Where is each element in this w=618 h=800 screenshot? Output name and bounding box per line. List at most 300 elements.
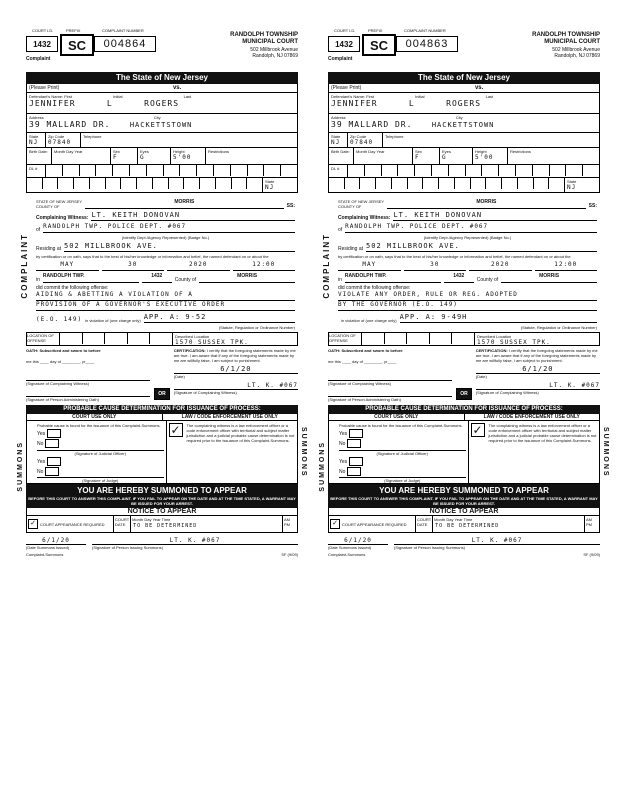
court-date-label: COURT DATE (114, 516, 131, 532)
summoned-title: YOU ARE HEREBY SUMMONED TO APPEAR (379, 486, 549, 495)
sex-value: F (415, 154, 420, 161)
birth-row (27, 148, 297, 165)
court-address-line-1: 502 Millbrook Avenue (552, 47, 600, 53)
no-label-1: No (37, 440, 44, 447)
law-use-only: LAW / CODE ENFORCEMENT USE ONLY (483, 414, 580, 420)
sig-judicial-label: (Signature of Judicial Officer) (37, 450, 164, 456)
yes-label-2: Yes (339, 458, 348, 465)
le-text: The complaining witness is a law enforcement officer or a code enforcement officer with territorial and subject matter jurisdiction and a judicial probable cause determination is not required prior to the issuance of this Complaint-Summons. (488, 423, 597, 443)
sex-cell (413, 148, 440, 164)
law-use-section (167, 421, 298, 483)
summons-side-right: SUMMONS (300, 427, 307, 478)
location-grid (328, 332, 600, 346)
of-label: of (36, 227, 41, 233)
issuing-signature: LT. K. #067 (169, 537, 221, 544)
yes-box-1[interactable] (349, 429, 363, 438)
county-of-value: MORRIS (199, 273, 295, 283)
location-grid (26, 332, 298, 346)
date-fields-labels: Month Day Year Time (434, 517, 473, 522)
law-use-section (469, 421, 600, 483)
cert-date-label: (Date) (476, 373, 600, 379)
cert-date-label: (Date) (174, 373, 298, 379)
cert-date: 6/1/20 (220, 365, 252, 373)
height-value: 5'00 (475, 154, 494, 161)
certification-text: CERTIFICATION: I certify that the foregoing statements made by me are true. I am aware that if any of the foregoing statements made by me are willfully false, I am subject to punishment. (173, 348, 296, 363)
dl-label: DL # (29, 166, 38, 171)
no-option-2 (339, 467, 466, 476)
city: HACKETTSTOWN (129, 121, 193, 129)
no-box-1[interactable] (45, 439, 59, 448)
summons-side-right: SUMMONS (602, 427, 609, 478)
court-address (552, 47, 600, 59)
yes-option-2 (37, 457, 164, 466)
eyes-cell (440, 148, 473, 164)
complaint-side-label: COMPLAINT (20, 233, 29, 299)
county-of-label: County of (476, 277, 499, 283)
le-check-box[interactable]: ✓ (170, 423, 181, 437)
mo-dy-yr-labels: Month Day Year (54, 149, 83, 154)
restrictions-label: Restrictions (510, 149, 531, 154)
complaint-body (322, 193, 600, 332)
middle-initial: L (106, 99, 113, 108)
county-value: MORRIS (387, 199, 586, 209)
agency: RANDOLPH TWP. POLICE DEPT. #067 (345, 223, 597, 233)
state-county-label: STATE OF NEW JERSEY COUNTY OF (338, 199, 385, 209)
appearance-row (328, 515, 600, 533)
sig-admin-label: (Signature of Person Administering Oath) (26, 396, 150, 402)
vs-row (328, 84, 600, 93)
court-date-cell (433, 516, 585, 532)
court-date-value: TO BE DETERMINED (133, 523, 198, 529)
address-row (329, 114, 599, 133)
court-date-label: COURT DATE (416, 516, 433, 532)
form-name: Complaint-Summons (328, 552, 366, 557)
last-name: ROGERS (446, 99, 482, 108)
dl-label: DL # (331, 166, 340, 171)
me-this-line: me this ____ day of ________, yr____ (328, 359, 397, 364)
sig-witness-right: (Signature of Complaining Witness) (174, 389, 298, 395)
dl-state-cell (263, 178, 297, 192)
appearance-check[interactable]: ✓ (28, 519, 38, 529)
described-location: 1570 SUSSEX TPK. (477, 339, 551, 346)
address-label: Address City (331, 115, 463, 120)
mo-dy-yr-labels: Month Day Year (356, 149, 385, 154)
court-id: 1432 (26, 36, 58, 52)
court-appearance-cell (27, 516, 114, 532)
statute-number: APP. A: 9-49H (400, 313, 597, 323)
court-appearance-cell (329, 516, 416, 532)
witness-line (338, 211, 597, 221)
notice-to-appear: NOTICE TO APPEAR (328, 508, 600, 515)
cert-block (174, 348, 298, 402)
oath-block (328, 348, 452, 402)
agency-line (36, 223, 295, 233)
birth-date-value-cell (52, 148, 111, 164)
sig-judicial-label: (Signature of Judicial Officer) (339, 450, 466, 456)
address-label: Address City (29, 115, 161, 120)
address-row (27, 114, 297, 133)
dl-boxes-2 (329, 178, 565, 192)
sig-judge-label: (Signature of Judge) (339, 477, 466, 483)
birth-date-label: Birth Date: (331, 149, 350, 154)
oath-text: by certification or on oath, says that to the best of his/her knowledge or information and belief, the named defendant on or about the (36, 254, 269, 259)
state-title-bar: The State of New Jersey (328, 72, 600, 84)
le-check-box[interactable]: ✓ (472, 423, 483, 437)
zip-cell (46, 133, 81, 147)
residing-label: Residing at (36, 246, 62, 252)
restrictions-cell (508, 148, 599, 164)
issued-date-block (26, 537, 86, 550)
or-box: OR (456, 388, 472, 400)
yes-box-2[interactable] (349, 457, 363, 466)
form-header (26, 28, 298, 72)
court-address-line-2: Randolph, NJ 07869 (252, 53, 298, 59)
form-header (328, 28, 600, 72)
name-label: Defendant's Name: First Initial Last (331, 94, 494, 99)
form-code: SF (9/09) (281, 552, 298, 557)
location-label: LOCATION OF OFFENSE (27, 333, 54, 343)
offense-year: 2020 (469, 261, 532, 271)
location-label-cell (27, 333, 60, 345)
court-appearance-label: COURT APPEARANCE REQUIRED (40, 521, 105, 527)
summoned-bar (328, 484, 600, 508)
residing-address: 502 MILLBROOK AVE. (64, 242, 295, 252)
name-label: Defendant's Name: First Initial Last (29, 94, 192, 99)
oath-label: OATH: Subscribed and sworn to before (26, 348, 101, 353)
complaining-witness-label: Complaining Witness: (338, 215, 391, 221)
offense-line-1: VIOLATE ANY ORDER, RULE OR REG. ADOPTED (338, 291, 597, 301)
eyes-value: G (442, 154, 447, 161)
dl-state-label: State (265, 179, 275, 184)
probable-cause-bar: PROBABLE CAUSE DETERMINATION FOR ISSUANCE OF PROCESS: (26, 405, 298, 414)
issue-sign-row (26, 537, 298, 550)
date-fields-labels: Month Day Year Time (132, 517, 171, 522)
in-violation-label: in violation of (one charge only) (341, 318, 397, 323)
zip-label: Zip Code (48, 134, 65, 139)
in-violation-label: in violation of (one charge only) (85, 318, 141, 323)
middle-initial: L (408, 99, 415, 108)
state-cell (329, 133, 348, 147)
or-block (154, 348, 170, 402)
court-name (532, 32, 600, 46)
issuing-sig-block (394, 537, 600, 550)
no-box-2[interactable] (45, 467, 59, 476)
city: HACKETTSTOWN (431, 121, 495, 129)
issuing-sig-block (92, 537, 298, 550)
complaint-number-label: COMPLAINT NUMBER (102, 28, 144, 33)
state-zip-row (329, 133, 599, 148)
yes-box-1[interactable] (47, 429, 61, 438)
name-cell (329, 93, 599, 113)
sig-admin-label: (Signature of Person Administering Oath) (328, 396, 452, 402)
location-boxes (362, 333, 475, 345)
dl-label-cell (329, 165, 348, 177)
state-value: NJ (29, 139, 39, 146)
court-id: 1432 (328, 36, 360, 52)
state-label: State (29, 134, 39, 139)
dl-row (329, 165, 599, 178)
use-only-header (26, 414, 298, 421)
described-location-cell (475, 333, 599, 345)
zip-label: Zip Code (350, 134, 367, 139)
statute-label: (Statute, Regulation or Ordinance Number) (520, 325, 597, 330)
residing-label: Residing at (338, 246, 364, 252)
complaint-form-2 (319, 28, 609, 557)
prefix-label: PREFIX (66, 28, 81, 33)
state-county-label: STATE OF NEW JERSEY COUNTY OF (36, 199, 83, 209)
eyes-label: Eyes (442, 149, 451, 154)
telephone-label: Telephone (83, 134, 102, 139)
county-of-value: MORRIS (501, 273, 597, 283)
name-row (329, 93, 599, 114)
complaint-number: 004864 (94, 36, 156, 52)
location-label-cell (329, 333, 362, 345)
municipality-line (36, 273, 295, 283)
no-option-2 (37, 467, 164, 476)
height-label: Height (475, 149, 487, 154)
summoned-title: YOU ARE HEREBY SUMMONED TO APPEAR (77, 486, 247, 495)
sex-value: F (113, 154, 118, 161)
did-commit-label: did commit the following offense: (338, 285, 411, 291)
location-label: LOCATION OF OFFENSE (329, 333, 356, 343)
yes-option (37, 429, 164, 438)
county-of-label: County of (174, 277, 197, 283)
agency: RANDOLPH TWP. POLICE DEPT. #067 (43, 223, 295, 233)
notice-to-appear: NOTICE TO APPEAR (26, 508, 298, 515)
dl-boxes (46, 165, 297, 177)
prefix-label: PREFIX (368, 28, 383, 33)
use-only-header (328, 414, 600, 421)
eyes-cell (138, 148, 171, 164)
offense-line-1: AIDING & ABETTING A VIOLATION OF A (36, 291, 295, 301)
datetime-line (36, 261, 295, 271)
dl-state-value: NJ (567, 184, 577, 191)
court-use-section (27, 421, 167, 483)
location-row (27, 333, 297, 345)
location-row (329, 333, 599, 345)
first-name: JENNIFER (29, 99, 76, 108)
or-block (456, 348, 472, 402)
residing-address: 502 MILLBROOK AVE. (366, 242, 597, 252)
complaint-label: Complaint (328, 56, 353, 62)
statute-number: APP. A: 9-52 (144, 313, 295, 323)
zip-value: 07840 (48, 139, 72, 146)
yes-box-2[interactable] (47, 457, 61, 466)
in-label: in (36, 277, 40, 283)
summoned-bar (26, 484, 298, 508)
identify-label: (Identify Dept./Agency Represented) (Badge No.) (423, 235, 512, 240)
vs-label: vs. (474, 85, 484, 91)
offense-line-2: PROVISION OF A GOVERNOR'S EXECUTIVE ORDER (36, 301, 295, 311)
vs-row (26, 84, 298, 93)
form-name: Complaint-Summons (26, 552, 64, 557)
sig-judge-label: (Signature of Judge) (37, 477, 164, 483)
complaint-label: Complaint (26, 56, 51, 62)
state-cell (27, 133, 46, 147)
height-cell (473, 148, 508, 164)
issued-date-block (328, 537, 388, 550)
complaint-body (20, 193, 298, 332)
me-this-line: me this ____ day of ________, yr____ (26, 359, 95, 364)
summons-side-left: SUMMONS (17, 441, 24, 492)
telephone-cell (81, 133, 297, 147)
county-value: MORRIS (85, 199, 284, 209)
offense-line-3: (E.O. 149) (36, 316, 83, 323)
dl-row (27, 165, 297, 178)
birth-date-label: Birth Date: (29, 149, 48, 154)
eyes-value: G (140, 154, 145, 161)
offense-month: MAY (338, 261, 401, 271)
name-row (27, 93, 297, 114)
state-label: State (331, 134, 341, 139)
defendant-grid (328, 93, 600, 193)
court-name-line-1: RANDOLPH TOWNSHIP (230, 32, 298, 38)
offense-year: 2020 (167, 261, 230, 271)
sex-label: Sex (415, 149, 422, 154)
state-value: NJ (331, 139, 341, 146)
complaining-witness-label: Complaining Witness: (36, 215, 89, 221)
complaint-number: 004863 (396, 36, 458, 52)
of-label: of (338, 227, 343, 233)
eyes-label: Eyes (140, 149, 149, 154)
complaining-witness: LT. KEITH DONOVAN (393, 211, 597, 221)
yes-label-1: Yes (37, 430, 46, 437)
summoned-text: BEFORE THIS COURT TO ANSWER THIS COMPLAINT. IF YOU FAIL TO APPEAR ON THE DATE AND AT THE TIME STATED, A WARRANT MAY BE ISSUED FOR YOUR ARREST. (28, 496, 296, 506)
dl-state-label: State (567, 179, 577, 184)
dl-boxes (348, 165, 599, 177)
complaint-side-label: COMPLAINT (322, 233, 331, 299)
pc-found-text: Probable cause is found for the issuance of this Complaint-Summons. (37, 423, 161, 428)
court-id-label: COURT I.D. (334, 28, 356, 33)
prefix: SC (362, 34, 396, 56)
sig-witness-left: (Signature of Complaining Witness) (328, 380, 452, 386)
oath-block (26, 348, 150, 402)
complaint-number-label: COMPLAINT NUMBER (404, 28, 446, 33)
described-location-cell (173, 333, 297, 345)
sig-issuing-label: (Signature of Person Issuing Summons) (394, 544, 600, 550)
date-issued-label: (Date Summons Issued) (26, 544, 86, 550)
court-appearance-label: COURT APPEARANCE REQUIRED (342, 521, 407, 527)
appearance-row (26, 515, 298, 533)
described-location-label: Described Location (175, 334, 210, 339)
pc-found-text: Probable cause is found for the issuance of this Complaint-Summons. (339, 423, 463, 428)
form-footer (26, 552, 298, 557)
address-cell (27, 114, 297, 132)
address-cell (329, 114, 599, 132)
court-address (250, 47, 298, 59)
height-label: Height (173, 149, 185, 154)
no-option (339, 439, 466, 448)
municipality: RANDOLPH TWP. (345, 273, 441, 283)
height-cell (171, 148, 206, 164)
birth-date-cell (27, 148, 52, 164)
did-commit-label: did commit the following offense: (36, 285, 109, 291)
no-option (37, 439, 164, 448)
offense-month: MAY (36, 261, 99, 271)
no-box-2[interactable] (347, 467, 361, 476)
ss-label: SS: (286, 203, 295, 209)
zip-value: 07840 (350, 139, 374, 146)
law-use-only: LAW / CODE ENFORCEMENT USE ONLY (181, 414, 278, 420)
witness-line (36, 211, 295, 221)
oath-text: by certification or on oath, says that to the best of his/her knowledge or information and belief, the named defendant on or about the (338, 254, 571, 259)
date-issued-label: (Date Summons Issued) (328, 544, 388, 550)
violation-line (36, 313, 295, 323)
oath-label: OATH: Subscribed and sworn to before (328, 348, 403, 353)
location-boxes (60, 333, 173, 345)
municipality-code: 1432 (444, 273, 474, 283)
dl-boxes-2 (27, 178, 263, 192)
court-date-value: TO BE DETERMINED (435, 523, 500, 529)
dl-row-2 (329, 178, 599, 192)
agency-line (338, 223, 597, 233)
yes-label-1: Yes (339, 430, 348, 437)
state-title-bar: The State of New Jersey (26, 72, 298, 84)
birth-date-value-cell (354, 148, 413, 164)
in-label: in (338, 277, 342, 283)
probable-cause-bar: PROBABLE CAUSE DETERMINATION FOR ISSUANCE OF PROCESS: (328, 405, 600, 414)
sig-witness-right: (Signature of Complaining Witness) (476, 389, 600, 395)
court-use-only: COURT USE ONLY (27, 414, 163, 420)
restrictions-label: Restrictions (208, 149, 229, 154)
dl-row-2 (27, 178, 297, 192)
last-name: ROGERS (144, 99, 180, 108)
court-name-line-1: RANDOLPH TOWNSHIP (532, 32, 600, 38)
name-cell (27, 93, 297, 113)
telephone-cell (383, 133, 599, 147)
oath-cert-block (26, 348, 298, 402)
vs-label: vs. (172, 85, 182, 91)
court-address-line-1: 502 Millbrook Avenue (250, 47, 298, 53)
court-address-line-2: Randolph, NJ 07869 (554, 53, 600, 59)
issued-date: 6/1/20 (344, 537, 372, 544)
or-box: OR (154, 388, 170, 400)
officer-signature: LT. K. #067 (247, 382, 298, 389)
complaining-witness: LT. KEITH DONOVAN (91, 211, 295, 221)
yes-option-2 (339, 457, 466, 466)
certification-text: CERTIFICATION: I certify that the foregoing statements made by me are true. I am aware that if any of the foregoing statements made by me are willfully false, I am subject to punishment. (475, 348, 598, 363)
form-footer (328, 552, 600, 557)
restrictions-cell (206, 148, 297, 164)
summoned-text: BEFORE THIS COURT TO ANSWER THIS COMPLAINT. IF YOU FAIL TO APPEAR ON THE DATE AND AT THE TIME STATED, A WARRANT MAY BE ISSUED FOR YOUR ARREST. (330, 496, 598, 506)
no-label-2: No (37, 468, 44, 475)
dl-label-cell (27, 165, 46, 177)
court-name-line-2: MUNICIPAL COURT (242, 39, 298, 45)
no-box-1[interactable] (347, 439, 361, 448)
please-print-label: (Please Print) (331, 85, 362, 91)
cert-block (476, 348, 600, 402)
court-use-only: COURT USE ONLY (329, 414, 465, 420)
described-location: 1570 SUSSEX TPK. (175, 339, 249, 346)
issued-date: 6/1/20 (42, 537, 70, 544)
municipality: RANDOLPH TWP. (43, 273, 139, 283)
appearance-check[interactable]: ✓ (330, 519, 340, 529)
issue-sign-row (328, 537, 600, 550)
court-name (230, 32, 298, 46)
officer-signature: LT. K. #067 (549, 382, 600, 389)
oath-cert-block (328, 348, 600, 402)
offense-time: 12:00 (233, 261, 296, 271)
yes-option (339, 429, 466, 438)
sex-cell (111, 148, 138, 164)
please-print-label: (Please Print) (29, 85, 60, 91)
offense-line-2: BY THE GOVERNOR (E.O. 149) (338, 301, 597, 311)
court-date-cell (131, 516, 283, 532)
offense-time: 12:00 (535, 261, 598, 271)
street-address: 39 MALLARD DR. (331, 120, 413, 129)
complaint-form-1 (17, 28, 307, 557)
am-pm-label: AM PM (284, 517, 290, 527)
